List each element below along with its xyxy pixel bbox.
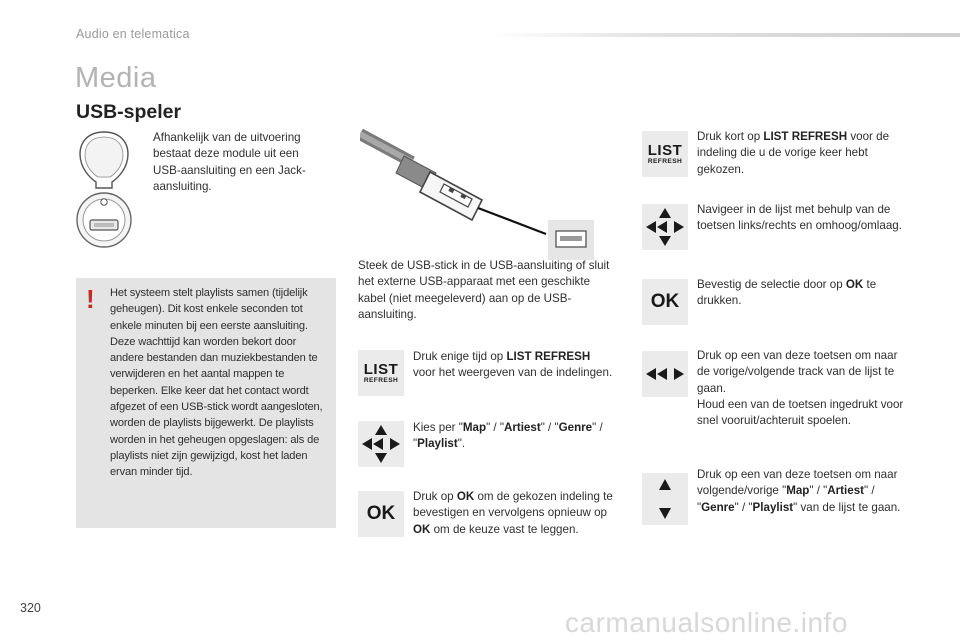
step-text: Druk op een van deze toetsen om naar de vorige/volgende track van de lijst te gaan. — [697, 349, 898, 395]
left-right-arrows-icon — [643, 352, 687, 396]
step-middle-3 — [413, 489, 618, 538]
step-right-5 — [697, 467, 907, 516]
step-right-2 — [697, 202, 907, 235]
four-way-arrows-tile — [358, 421, 404, 467]
ok-button-tile — [358, 491, 404, 537]
usb-stick-illustration — [360, 128, 628, 264]
section-title: USB-speler — [76, 101, 182, 123]
left-right-arrows-tile — [642, 351, 688, 397]
page-number: 320 — [20, 601, 41, 615]
ok-icon: OK — [366, 503, 396, 524]
four-way-arrows-icon — [359, 422, 403, 466]
step-text: Druk enige tijd op LIST REFRESH voor het weergeven van de indelingen. — [413, 350, 613, 380]
watermark: carmanualsonline.info — [565, 607, 848, 638]
header-rule — [490, 33, 960, 37]
step-right-1 — [697, 129, 907, 178]
step-text: Druk op een van deze toetsen om naar volgende/vorige "Map" / "Artiest" / "Genre" / "Playlist" van de lijst te gaan. — [697, 468, 901, 514]
ok-icon: OK — [650, 291, 680, 312]
four-way-arrows-tile-right — [642, 204, 688, 250]
page-title: Media — [75, 62, 157, 94]
step-text: Druk kort op LIST REFRESH voor de indeling die u de vorige keer hebt gekozen. — [697, 130, 890, 176]
warning-icon: ! — [86, 284, 95, 314]
section-header-label: Audio en telematica — [76, 27, 190, 41]
ok-button-tile-right — [642, 279, 688, 325]
list-refresh-button-icon — [358, 350, 404, 396]
usb-instruction-text: Steek de USB-stick in de USB-aansluiting of sluit het externe USB-apparaat met een geschikte kabel (niet meegeleverd) aan op de USB-aansluiting. — [358, 259, 610, 321]
intro-text: Afhankelijk van de uitvoering bestaat deze module uit een USB-aansluiting en een Jack-aansluiting. — [153, 131, 306, 193]
step-right-4 — [697, 348, 912, 429]
list-refresh-button-icon-right — [642, 131, 688, 177]
step-text: Druk op OK om de gekozen indeling te bevestigen en vervolgens opnieuw op OK om de keuze vast te leggen. — [413, 490, 613, 536]
up-down-arrows-icon — [643, 474, 687, 524]
step-text: Navigeer in de lijst met behulp van de toetsen links/rechts en omhoog/omlaag. — [697, 203, 902, 233]
step-extra-text: Houd een van de toetsen ingedrukt voor snel vooruit/achteruit spoelen. — [697, 397, 904, 428]
list-refresh-icon: LIST REFRESH — [363, 360, 399, 384]
step-text: Kies per "Map" / "Artiest" / "Genre" / "Playlist". — [413, 421, 603, 451]
up-down-arrows-tile — [642, 473, 688, 525]
four-way-arrows-icon — [643, 205, 687, 249]
step-right-3 — [697, 277, 902, 310]
step-middle-1 — [413, 349, 613, 382]
usb-jack-port-illustration — [76, 128, 132, 256]
step-text: Bevestig de selectie door op OK te drukken. — [697, 278, 877, 308]
step-middle-2 — [413, 420, 623, 453]
warning-text: Het systeem stelt playlists samen (tijdelijk geheugen). Dit kost enkele seconden tot enkele minuten bij een eerste aansluiting. Deze wachttijd kan worden bekort door andere bestanden dan muziekbestanden te verwijderen en het aantal mappen te beperken. Elke keer dat het contact wordt afgezet of een USB-stick wordt aangesloten, worden de playlists bijgewerkt. De playlists worden in het geheugen opgeslagen: als de playlists niet zijn gewijzigd, kost het laden ervan minder tijd. — [110, 287, 323, 479]
list-refresh-icon: LIST REFRESH — [647, 141, 683, 165]
